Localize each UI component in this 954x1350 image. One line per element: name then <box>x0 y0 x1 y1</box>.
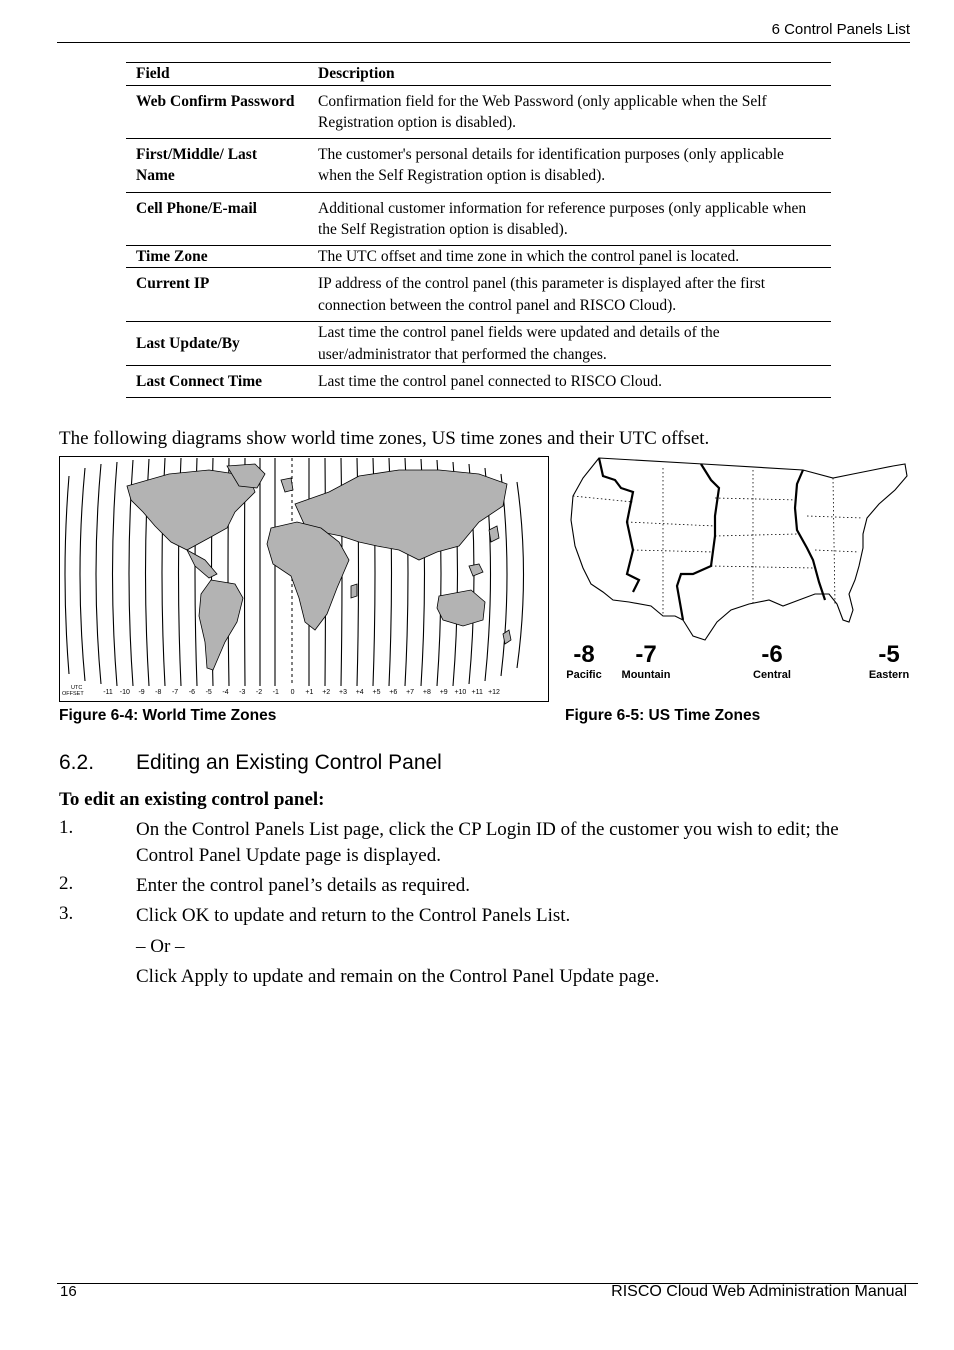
table-row <box>126 85 831 138</box>
step-text: On the Control Panels List page, click the CP Login ID of the customer you wish to edit; the Control Panel Update page is displayed. <box>136 819 839 866</box>
offset-label: OFFSET <box>62 691 84 697</box>
field-name: Last Connect Time <box>126 366 308 398</box>
utc-offset-label: -6 <box>188 689 196 696</box>
us-zone-labels <box>566 641 909 681</box>
us-zone-name: Mountain <box>621 669 671 681</box>
utc-offset-label: +3 <box>339 689 347 696</box>
figure-caption-world: Figure 6-4: World Time Zones <box>59 707 277 724</box>
field-description-table <box>126 62 831 398</box>
table-header-row <box>126 63 831 86</box>
step-text: Enter the control panel’s details as required. <box>136 875 470 896</box>
table-row <box>126 268 831 322</box>
us-zone-name: Central <box>753 669 791 681</box>
us-zone-offset: -8 <box>573 641 595 668</box>
utc-offset-label: -8 <box>155 689 162 696</box>
utc-offset-label: +1 <box>305 689 314 696</box>
step-number: 1. <box>59 817 74 838</box>
utc-offset-label: +12 <box>488 689 500 696</box>
utc-offset-label: +6 <box>389 689 398 696</box>
utc-offset-label: -9 <box>138 689 145 696</box>
table-row <box>126 192 831 245</box>
utc-offset-label: -7 <box>171 689 179 696</box>
field-description: Last time the control panel connected to RISCO Cloud. <box>308 366 831 398</box>
step-number: 3. <box>59 903 74 924</box>
utc-offset-label: -11 <box>103 689 113 696</box>
section-title: Editing an Existing Control Panel <box>136 751 442 774</box>
field-description: Confirmation field for the Web Password (only applicable when the Self Registration option is disabled). <box>308 85 831 138</box>
utc-offset-label: +4 <box>355 689 364 696</box>
us-outline <box>571 458 907 640</box>
utc-offset-label: +2 <box>322 689 331 696</box>
us-zone-offset: -6 <box>761 641 783 668</box>
alternative-step-text: Click Apply to update and remain on the Control Panel Update page. <box>136 966 660 987</box>
utc-offset-label: +8 <box>422 689 431 696</box>
utc-offset-label: -1 <box>272 689 279 696</box>
table-header-field: Field <box>126 63 308 86</box>
field-name: Last Update/By <box>126 322 308 366</box>
utc-offset-label: -4 <box>222 689 229 696</box>
utc-offset-label: +5 <box>372 689 381 696</box>
field-name: Cell Phone/E-mail <box>126 192 308 245</box>
field-name: Current IP <box>126 268 308 322</box>
utc-offset-label: +10 <box>454 689 467 696</box>
utc-offset-label: -2 <box>255 689 263 696</box>
field-description: The UTC offset and time zone in which the control panel is located. <box>308 245 831 268</box>
utc-offset-label: -5 <box>205 689 212 696</box>
utc-offset-label: +7 <box>406 689 415 696</box>
us-zone-name: Eastern <box>868 669 910 681</box>
figure-caption-us: Figure 6-5: US Time Zones <box>565 707 761 724</box>
us-time-zones-map <box>563 456 913 688</box>
table-row <box>126 322 831 366</box>
or-separator: – Or – <box>136 936 185 957</box>
manual-title: RISCO Cloud Web Administration Manual <box>611 1283 907 1300</box>
diagrams-intro: The following diagrams show world time zones, US time zones and their UTC offset. <box>59 428 710 449</box>
table-row <box>126 366 831 398</box>
table-header-description: Description <box>308 63 831 86</box>
us-zone-name: Pacific <box>566 669 602 681</box>
running-header: 6 Control Panels List <box>771 21 910 38</box>
step-text: Click OK to update and return to the Control Panels List. <box>136 905 571 926</box>
field-name: Web Confirm Password <box>126 85 308 138</box>
utc-label: UTC <box>71 685 83 691</box>
utc-offset-label: +9 <box>439 689 448 696</box>
field-name: Time Zone <box>126 245 308 268</box>
step-number: 2. <box>59 873 74 894</box>
field-description: The customer's personal details for identification purposes (only applicable when the Self Registration option is disabled). <box>308 138 831 192</box>
procedure-title: To edit an existing control panel: <box>59 789 325 810</box>
page-number: 16 <box>60 1283 77 1300</box>
utc-offset-label: -3 <box>239 689 246 696</box>
utc-offset-label: 0 <box>290 689 295 696</box>
table-row <box>126 245 831 268</box>
us-zone-offset: -5 <box>878 641 900 668</box>
field-description: IP address of the control panel (this parameter is displayed after the first connection between the control panel and RISCO Cloud). <box>308 268 831 322</box>
utc-offset-label: +11 <box>471 689 483 696</box>
us-zone-offset: -7 <box>635 641 657 668</box>
field-description: Additional customer information for reference purposes (only applicable when the Self Registration option is disabled). <box>308 192 831 245</box>
utc-offset-label: -10 <box>119 689 130 696</box>
header-rule <box>57 42 910 43</box>
table-row <box>126 138 831 192</box>
section-number: 6.2. <box>59 751 95 774</box>
field-description: Last time the control panel fields were updated and details of the user/administrator that performed the changes. <box>308 322 831 366</box>
world-time-zones-map <box>59 456 549 702</box>
field-name: First/Middle/ Last Name <box>126 138 308 192</box>
